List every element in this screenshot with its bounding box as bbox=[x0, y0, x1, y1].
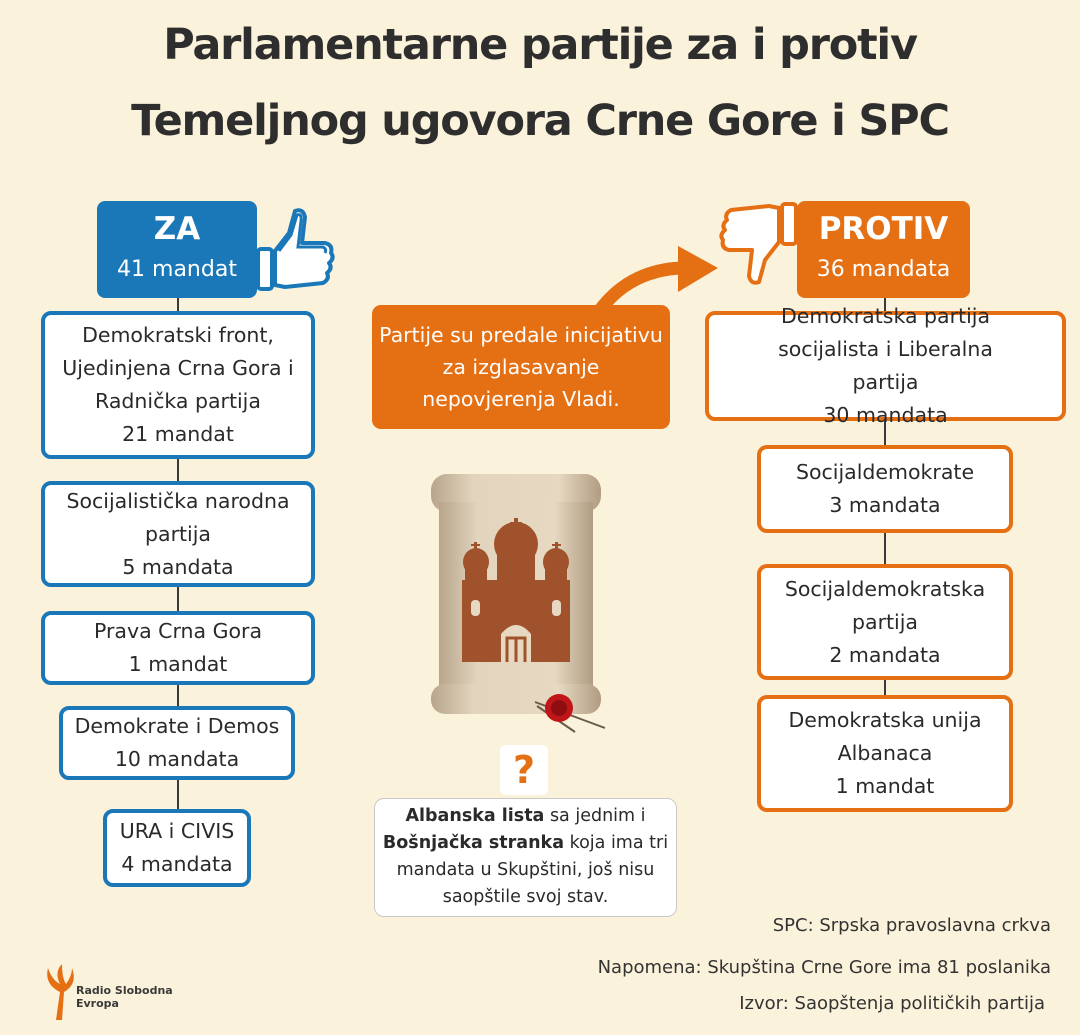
undecided-info bbox=[374, 798, 677, 917]
protiv-header bbox=[797, 201, 970, 298]
party-seats: 10 mandata bbox=[114, 747, 240, 771]
za-party-2 bbox=[41, 481, 315, 587]
za-label: ZA bbox=[153, 211, 201, 247]
title-line-2: Temeljnog ugovora Crne Gore i SPC bbox=[131, 96, 949, 146]
party-seats: 1 mandat bbox=[835, 774, 935, 798]
party-name: URA i CIVIS bbox=[119, 819, 235, 843]
za-party-3 bbox=[41, 611, 315, 685]
protiv-party-3 bbox=[757, 564, 1013, 680]
za-total: 41 mandat bbox=[117, 257, 237, 282]
party-name: Demokrate i Demos bbox=[74, 714, 280, 738]
undecided-party-2: Bošnjačka stranka bbox=[382, 833, 565, 853]
logo-line-1: Radio Slobodna bbox=[76, 984, 173, 997]
party-name: Demokratski front, Ujedinjena Crna Gora i Radnička partija bbox=[62, 323, 294, 413]
za-party-5 bbox=[103, 809, 251, 887]
party-name: Socijaldemokrate bbox=[795, 460, 975, 484]
party-seats: 4 mandata bbox=[121, 852, 233, 876]
protiv-party-1 bbox=[705, 304, 1066, 427]
title-line-1: Parlamentarne partije za i protiv bbox=[163, 20, 917, 70]
question-mark-icon: ? bbox=[500, 745, 548, 795]
undecided-text-1: sa jednim i bbox=[544, 806, 646, 826]
protiv-party-2 bbox=[757, 445, 1013, 533]
party-name: Prava Crna Gora bbox=[93, 619, 263, 643]
undecided-text-2: koja ima tri mandata u Skupštini, još nisu saopštile svoj stav. bbox=[396, 833, 669, 907]
party-seats: 5 mandata bbox=[122, 554, 234, 579]
logo-line-2: Evropa bbox=[76, 997, 119, 1010]
rse-logo bbox=[40, 962, 173, 1026]
party-seats: 21 mandat bbox=[122, 422, 234, 446]
party-name: Socijalistička narodna partija bbox=[66, 488, 290, 546]
za-party-4 bbox=[59, 706, 295, 780]
party-name: Demokratska partija socijalista i Liberalna partija bbox=[778, 304, 993, 394]
party-name: Socijaldemokratska partija bbox=[784, 576, 986, 634]
party-seats: 2 mandata bbox=[829, 642, 941, 667]
party-seats: 3 mandata bbox=[829, 493, 941, 517]
footer-source: Izvor: Saopštenja političkih partija bbox=[739, 993, 1045, 1014]
za-header bbox=[97, 201, 257, 298]
party-seats: 1 mandat bbox=[128, 652, 228, 676]
torch-icon bbox=[40, 962, 76, 1022]
footer-abbreviation: SPC: Srpska pravoslavna crkva bbox=[772, 915, 1051, 936]
thumbs-up-icon bbox=[255, 205, 335, 295]
party-name: Demokratska unija Albanaca bbox=[788, 708, 982, 765]
party-seats: 30 mandata bbox=[823, 403, 948, 427]
footer-note: Napomena: Skupština Crne Gore ima 81 poslanika bbox=[597, 957, 1051, 978]
undecided-party-1: Albanska lista bbox=[405, 806, 545, 826]
protiv-label: PROTIV bbox=[818, 211, 949, 247]
protiv-party-4 bbox=[757, 695, 1013, 812]
protiv-total: 36 mandata bbox=[816, 257, 951, 282]
note-box: Partije su predale inicijativu za izglasavanje nepovjerenja Vladi. bbox=[372, 305, 670, 429]
za-party-1 bbox=[41, 311, 315, 459]
thumbs-down-icon bbox=[718, 198, 802, 290]
scroll-church-icon bbox=[425, 470, 610, 735]
